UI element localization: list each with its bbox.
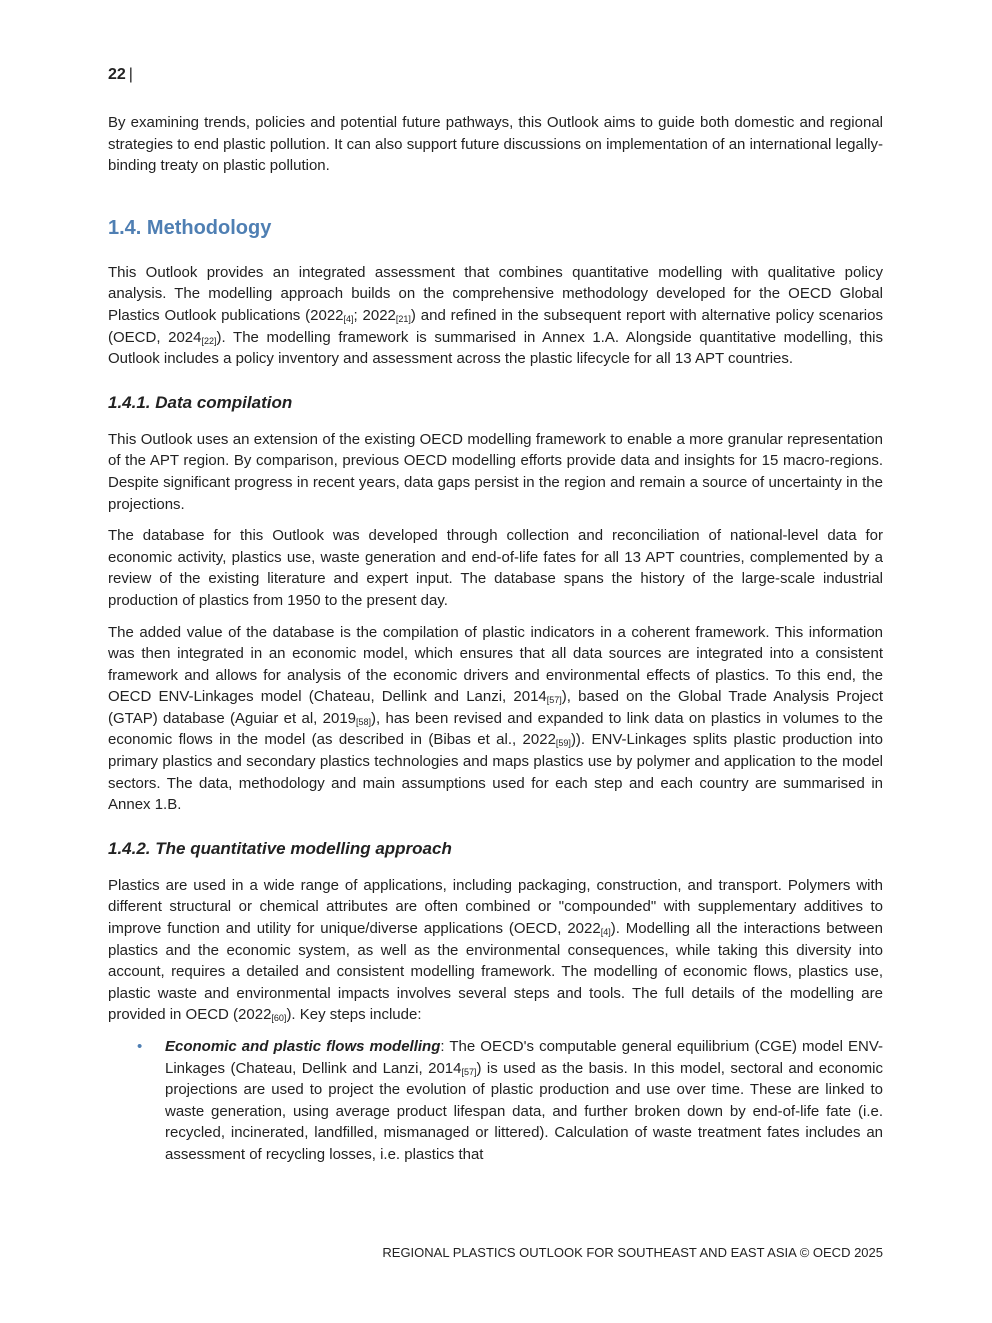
data-compilation-paragraph-1: This Outlook uses an extension of the existing OECD modelling framework to enable a more granular representation of the APT region. By comparison, previous OECD modelling efforts provide data and insights for 15 macro-regions. Despite significant progress in recent years, data gaps persist in the region and remain a source of uncertainty in the projections. (108, 430, 883, 513)
key-steps-list (108, 1036, 883, 1166)
bullet-icon: • (137, 1038, 143, 1055)
subsection-heading-data-compilation: 1.4.1. Data compilation (108, 392, 293, 412)
section-heading-methodology: 1.4. Methodology (108, 216, 272, 239)
text-run: ), based on the Global Trade Analysis Project (GTAP) database (Aguiar et al, 2019 (108, 688, 884, 727)
text-run: ) is used as the basis. In this model, sectoral and economic projections are used to project the evolution of plastic production and use over time. These are linked to waste generation, using average product lifespan data, and further broken down by end-of-life fate (i.e. recycled, incinerated, landfilled, mismanaged or littered). Calculation of waste treatment fates includes an assessment of recycling losses, i.e. plastics that (165, 1059, 883, 1163)
reference-marker[interactable]: [22] (201, 335, 217, 346)
text-run: ). Modelling all the interactions between plastics and the economic system, as well as the environmental consequences, while taking this diversity into account, requires a detailed and consistent modelling framework. The modelling of economic flows, plastics use, plastic waste and environmental impacts involves several steps and tools. The full details of the modelling are provided in OECD (2022 (108, 920, 883, 1024)
quantitative-paragraph (108, 875, 883, 1026)
subsection-heading-quantitative-modelling: 1.4.2. The quantitative modelling approach (108, 838, 452, 858)
text-run: : The OECD's computable general equilibrium (CGE) model ENV-Linkages (Chateau, Dellink and Lanzi, 2014 (165, 1038, 883, 1077)
text-run: ), has been revised and expanded to link data on plastics in volumes to the economic flows in the model (as described in (Bibas et al., 2022 (108, 709, 883, 749)
reference-marker[interactable]: [21] (395, 313, 411, 324)
page-number (108, 66, 133, 84)
reference-marker[interactable]: [57] (546, 695, 562, 706)
reference-marker[interactable]: [60] (271, 1013, 287, 1024)
text-run: ). Key steps include: (286, 1006, 422, 1024)
reference-marker[interactable]: [57] (461, 1066, 477, 1077)
text-run: ). The modelling framework is summarised in Annex 1.A. Alongside quantitative modelling, this Outlook includes a policy inventory and assessment across the plastic lifecycle for all 13 APT countries. (108, 328, 883, 368)
text-run: This Outlook provides an integrated assessment that combines quantitative modelling with qualitative policy analysis. The modelling approach builds on the comprehensive methodology developed for the OECD Global Plastics Outlook publications (2022 (108, 263, 883, 324)
bullet-title: Economic and plastic flows modelling (165, 1038, 441, 1055)
text-run: ; 2022 (353, 306, 396, 324)
page-footer: REGIONAL PLASTICS OUTLOOK FOR SOUTHEAST AND EAST ASIA © OECD 2025 (382, 1245, 883, 1260)
reference-marker[interactable]: [59] (555, 738, 571, 749)
list-item (137, 1036, 883, 1166)
text-run: )). ENV-Linkages splits plastic production into primary plastics and secondary plastics technologies and maps plastics use by polymer and application to the model sectors. The data, methodology and main assumptions used for each step and each country are summarised in Annex 1.B. (108, 731, 883, 814)
text-run: Plastics are used in a wide range of applications, including packaging, construction, and transport. Polymers with different structural or chemical attributes are often combined or "compounded" with supplementary additives to improve function and utility for unique/diverse applications (OECD, 2022 (108, 876, 883, 938)
intro-paragraph: By examining trends, policies and potential future pathways, this Outlook aims to guide both domestic and regional strategies to end plastic pollution. It can also support future discussions on implementation of an international legally-binding treaty on plastic pollution. (108, 114, 883, 175)
data-compilation-paragraph-3 (108, 622, 883, 816)
page-number-separator: | (128, 66, 133, 83)
data-compilation-paragraph-2: The database for this Outlook was developed through collection and reconciliation of national-level data for economic activity, plastics use, waste generation and end-of-life fates for all 13 APT countries, complemented by a review of the existing literature and expert input. The database spans the history of the large-scale industrial production of plastics from 1950 to the present day. (108, 527, 883, 609)
document-body (108, 112, 883, 1166)
reference-marker[interactable]: [58] (356, 716, 372, 727)
methodology-paragraph (108, 262, 883, 370)
reference-marker[interactable]: [4] (343, 313, 354, 324)
page-number-value: 22 (108, 66, 126, 83)
text-run: The added value of the database is the compilation of plastic indicators in a coherent framework. This information was then integrated in an economic model, which ensures that all data sources are integrated into a consistent framework and allows for analysis of the economic drivers and environmental effects of plastics. To this end, the OECD ENV-Linkages model (Chateau, Dellink and Lanzi, 2014 (108, 623, 883, 706)
text-run: ) and refined in the subsequent report with alternative policy scenarios (OECD, 2024 (108, 306, 883, 346)
reference-marker[interactable]: [4] (600, 927, 611, 938)
